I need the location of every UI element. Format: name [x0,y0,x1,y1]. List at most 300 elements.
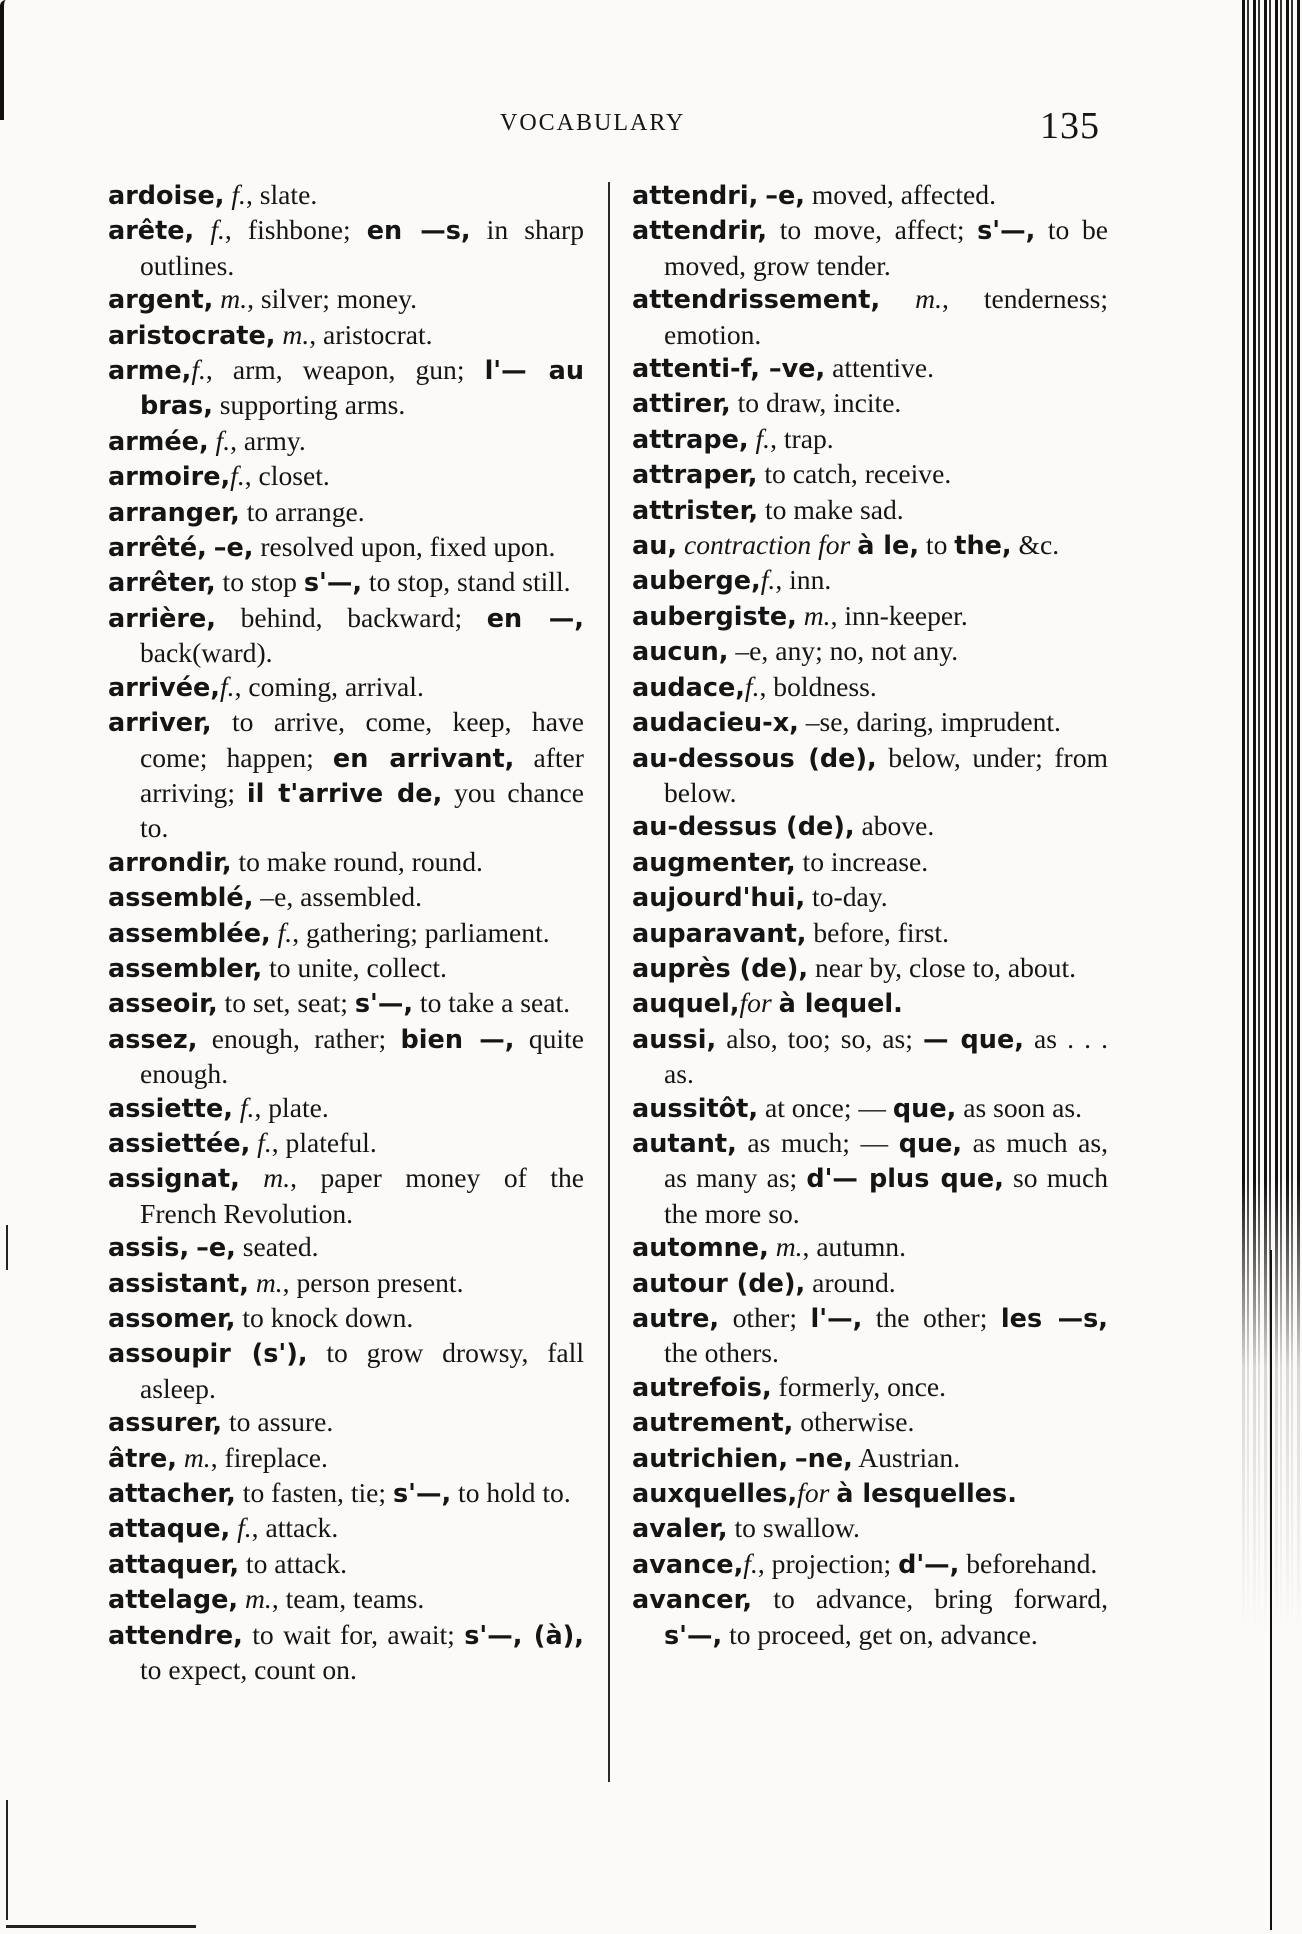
bold-phrase: s'—, [354,989,413,1020]
definition-text [194,214,210,245]
definition-text: to-day. [805,881,888,913]
definition-text: behind, backward; [215,601,487,633]
definition-text: to make sad. [758,493,904,525]
vocabulary-entry [632,986,1108,1021]
running-title: VOCABULARY [500,110,686,136]
vocabulary-entry [108,1126,584,1161]
definition-text: around. [805,1266,896,1298]
headword: assemblé, [108,883,254,914]
headword: attenti-f, –ve, [632,354,826,385]
definition-text: to take a seat. [413,987,571,1019]
vocabulary-entry [108,986,584,1021]
headword: attendri, [632,181,759,211]
vocabulary-entry [108,1301,584,1336]
headword: arrondir, [108,847,232,878]
bold-phrase: à lequel. [778,989,903,1020]
definition-text: to advance, bring forward, [752,1583,1108,1615]
headword: avaler, [632,1514,728,1545]
bold-phrase: –e, [765,181,805,211]
headword: aussi, [632,1024,717,1055]
definition-text: you chance to. [140,776,584,844]
italic-abbrev: f. [744,670,760,702]
vocabulary-entry [632,528,1108,563]
italic-abbrev: m. [263,1162,291,1194]
column-divider [608,182,610,1782]
italic-abbrev: m. [220,283,248,315]
bold-phrase: les —s, [1000,1304,1108,1334]
headword: assez, [108,1024,198,1055]
vocabulary-entry [632,282,1108,351]
italic-abbrev: f. [743,1547,758,1579]
definition-text: , arm, weapon, gun; [205,354,485,386]
bold-phrase: que, [898,1128,963,1159]
definition-text [249,1267,256,1298]
definition-text: as . . . as. [664,1022,1108,1090]
definition-text: also, too; so, as; [716,1022,923,1054]
headword: attrister, [632,495,759,526]
definition-text: to set, seat; [217,987,355,1019]
vocabulary-entry [108,1582,584,1617]
headword: aristocrate, [108,320,276,351]
definition-text: to arrive, come, keep, have come; happen; [140,706,584,773]
page-number: 135 [1040,105,1100,147]
definition-text: , inn-keeper. [830,599,968,631]
headword: autour (de), [632,1268,806,1299]
definition-text: beforehand. [959,1547,1098,1579]
headword: arrivée, [108,672,220,703]
vocabulary-entry [632,951,1108,986]
headword: asseoir, [108,989,218,1020]
definition-text: to be moved, grow tender. [664,214,1108,281]
definition-text: , person present. [282,1266,464,1298]
definition-text [271,917,278,948]
headword: âtre, [108,1443,177,1474]
definition-text [749,423,756,454]
vocabulary-entry [632,1405,1108,1440]
vocabulary-entry [632,1022,1108,1091]
headword: assiettée, [108,1128,251,1159]
vocabulary-entry [108,1230,584,1265]
headword: au-dessus (de), [632,812,855,843]
headword: auprès (de), [632,953,809,984]
definition-text: at once; — [758,1091,893,1123]
vocabulary-entry [108,353,584,424]
vocabulary-entry [108,1441,584,1476]
definition-text: –se, daring, imprudent. [798,706,1061,738]
definition-text: to stop, stand still. [362,566,571,598]
definition-text: to hold to. [451,1477,571,1509]
bold-phrase: s'—, (à), [464,1620,584,1651]
vocabulary-entry [108,318,584,353]
vocabulary-entry [108,282,584,317]
scan-left-edge [0,0,10,120]
vocabulary-entry [632,1476,1108,1511]
definition-text: to stop [215,566,304,598]
definition-text: , projection; [757,1547,899,1579]
italic-abbrev: f. [760,564,776,596]
definition-text: attentive. [825,352,934,384]
definition-text: to expect, count on. [140,1654,357,1686]
bold-phrase: — que, [922,1024,1024,1055]
definition-text: , army. [230,424,306,456]
definition-text: , paper money of the French Revolution. [140,1162,584,1229]
bold-phrase: l'— au bras, [140,356,584,422]
italic-abbrev: f. [210,214,225,246]
headword: arrêté, [108,533,207,564]
headword: au-dessous (de), [632,743,877,774]
definition-text: to wait for, await; [242,1618,465,1650]
vocabulary-entry [632,1301,1108,1370]
definition-text: to fasten, tie; [235,1477,393,1509]
definition-text: to increase. [795,845,929,877]
headword: avance, [632,1549,744,1580]
bold-phrase: d'—, [898,1549,960,1580]
headword: autrement, [632,1408,794,1439]
definition-text: as soon as. [956,1091,1082,1123]
headword: armée, [108,426,209,457]
headword: autrichien, [632,1443,789,1474]
headword: assis, [108,1233,190,1264]
headword: argent, [108,285,214,316]
headword: au, [632,531,678,562]
definition-text: to make round, round. [231,845,483,877]
headword: auxquelles, [632,1479,798,1510]
definition-text: the others. [664,1337,779,1369]
italic-abbrev: f. [257,1126,272,1158]
vocabulary-entry [632,178,1108,213]
definition-text: to attack. [239,1547,348,1579]
vocabulary-entry [632,845,1108,880]
definition-text: to assure. [222,1406,334,1438]
definition-text: , slate. [245,179,318,210]
definition-text: &c. [1011,529,1060,561]
definition-text: as much as, as many as; [664,1126,1108,1194]
vocabulary-entry [108,530,584,565]
bold-phrase: à le, [857,531,920,562]
vocabulary-entry [632,1511,1108,1546]
definition-text: , tenderness; emotion. [664,283,1108,350]
headword: attacher, [108,1479,236,1510]
vocabulary-entry [108,1266,584,1301]
scan-left-mark [6,1225,8,1270]
headword: assiette, [108,1093,233,1124]
italic-abbrev: f. [191,354,206,386]
bold-phrase: s'—, [303,568,362,599]
definition-text: other; [719,1302,811,1333]
definition-text: , autumn. [802,1231,906,1263]
vocabulary-entry [632,1441,1108,1476]
definition-text: to [919,529,955,561]
bold-phrase: s'—, [664,1620,723,1651]
headword: assemblée, [108,918,271,949]
definition-text: , plate. [254,1091,329,1123]
bold-phrase: –e, [196,1233,236,1264]
definition-text [238,1583,245,1614]
italic-abbrev: f. [239,1091,255,1123]
bold-phrase: l'—, [810,1304,863,1334]
definition-text [209,425,216,456]
headword: attendre, [108,1620,243,1651]
headword: augmenter, [632,847,796,878]
headword: assembler, [108,953,263,984]
scan-edge-line [1270,1250,1272,1930]
definition-text: , closet. [244,460,330,492]
bold-phrase: –ne, [794,1443,853,1474]
italic-abbrev: m. [183,1441,211,1473]
bold-phrase: s'—, [392,1479,452,1510]
vocabulary-entry [632,386,1108,421]
italic-abbrev: m. [915,283,942,315]
vocabulary-entry [632,493,1108,528]
headword: attendrissement, [632,285,881,316]
vocabulary-entry [108,1511,584,1546]
bold-phrase: à lesquelles. [836,1479,1017,1510]
headword: attaque, [108,1514,231,1545]
vocabulary-entry [632,213,1108,282]
definition-text: –e, any; no, not any. [728,635,959,667]
definition-text: supporting arms. [212,389,406,421]
definition-text: , silver; money. [247,283,417,315]
definition-text: back(ward). [140,637,273,669]
headword: attirer, [632,389,731,420]
definition-text: Austrian. [852,1441,961,1473]
headword: avancer, [632,1585,753,1616]
vocabulary-entry [108,1091,584,1126]
definition-text [177,1442,184,1473]
definition-text: after arriving; [140,741,584,808]
headword: audacieu-x, [632,708,799,739]
bold-phrase: the, [954,531,1012,562]
definition-text: , coming, arrival. [234,670,424,702]
definition-text: , boldness. [759,670,877,702]
vocabulary-entry [108,424,584,459]
scan-left-mark [6,1800,8,1920]
headword: autrefois, [632,1372,772,1403]
bold-phrase: –e, [213,533,254,564]
definition-text [240,1162,263,1193]
headword: aucun, [632,637,729,668]
italic-abbrev: f. [755,422,771,454]
headword: auquel, [632,989,740,1020]
vocabulary-entry [632,880,1108,915]
headword: aussitôt, [632,1093,759,1124]
vocabulary-entry [108,1336,584,1405]
italic-abbrev: for [739,987,772,1019]
vocabulary-entry [632,422,1108,457]
definition-text: , attack. [251,1512,339,1544]
definition-text: to draw, incite. [730,387,902,419]
vocabulary-entry [632,634,1108,669]
definition-text: , inn. [775,564,832,596]
definition-text: resolved upon, fixed upon. [253,531,556,563]
definition-text [207,531,214,562]
definition-text: , trap. [770,422,834,454]
italic-abbrev: for [797,1477,830,1509]
vocabulary-entry [108,1547,584,1582]
definition-text: the other; [862,1302,1001,1333]
italic-abbrev: m. [244,1583,272,1615]
definition-text [677,529,684,560]
definition-text: to knock down. [235,1302,414,1333]
vocabulary-entry [632,741,1108,810]
vocabulary-entry [108,916,584,951]
vocabulary-entry [108,845,584,880]
headword: assurer, [108,1408,223,1439]
italic-abbrev: f. [220,670,235,702]
headword: assignat, [108,1164,240,1195]
headword: aujourd'hui, [632,883,806,914]
vocabulary-entry [108,1618,584,1687]
definition-text: enough, rather; [197,1022,401,1054]
definition-text: before, first. [806,916,949,948]
definition-text: quite enough. [140,1022,584,1090]
vocabulary-entry [108,670,584,705]
headword: attelage, [108,1585,239,1616]
headword: arranger, [108,497,240,528]
definition-text: to unite, collect. [262,951,447,983]
vocabulary-entry [632,1091,1108,1126]
definition-text: to grow drowsy, fall asleep. [140,1337,585,1404]
right-column [632,178,1108,1653]
definition-text: , gathering; parliament. [292,916,550,948]
vocabulary-entry [108,951,584,986]
definition-text: to move, affect; [767,214,978,246]
italic-abbrev: m. [255,1266,283,1298]
italic-abbrev: m. [282,318,310,350]
vocabulary-entry [108,565,584,600]
definition-text: to swallow. [727,1512,860,1544]
bold-phrase: en —, [486,603,584,634]
headword: autre, [632,1304,720,1334]
definition-text: otherwise. [793,1406,915,1438]
headword: aubergiste, [632,601,797,632]
headword: arrêter, [108,568,216,599]
headword: arrière, [108,603,216,634]
scan-edge-fade [1242,1180,1302,1934]
italic-abbrev: f. [215,424,231,456]
vocabulary-entry [108,880,584,915]
definition-text: in sharp outlines. [140,214,585,281]
bold-phrase: s'—, [977,216,1036,247]
vocabulary-entry [632,1370,1108,1405]
bold-phrase: en arrivant, [332,743,515,774]
vocabulary-entry [108,495,584,530]
headword: autant, [632,1128,737,1159]
italic-abbrev: f. [237,1512,252,1544]
headword: attraper, [632,460,758,491]
definition-text: –e, assembled. [253,881,422,913]
definition-text [772,987,779,1018]
vocabulary-entry [108,459,584,494]
headword: ardoise, [108,181,225,211]
italic-abbrev: m. [775,1231,803,1263]
vocabulary-entry [632,670,1108,705]
definition-text: , fishbone; [224,214,367,246]
definition-text [769,1231,776,1262]
headword: assoupir (s'), [108,1339,308,1370]
definition-text: to catch, receive. [757,458,952,490]
definition-text: , aristocrat. [309,318,433,350]
bold-phrase: que, [892,1093,957,1124]
definition-text: to proceed, get on, advance. [722,1618,1038,1650]
headword: arme, [108,356,192,387]
vocabulary-entry [108,178,584,213]
vocabulary-entry [108,1476,584,1511]
definition-text: above. [854,810,935,842]
definition-text: , fireplace. [210,1441,328,1473]
vocabulary-entry [632,599,1108,634]
definition-text [233,1092,240,1123]
vocabulary-entry [108,213,584,282]
definition-text: as much; — [736,1126,899,1158]
vocabulary-entry [108,705,584,845]
definition-text [797,600,804,631]
headword: arête, [108,216,195,247]
definition-text: , team, teams. [271,1583,425,1615]
running-header [0,105,1302,154]
headword: attaquer, [108,1549,240,1580]
headword: auparavant, [632,918,807,949]
headword: automne, [632,1233,769,1264]
definition-text: so much the more so. [664,1162,1109,1229]
vocabulary-entry [632,705,1108,740]
headword: audace, [632,672,745,703]
headword: auberge, [632,566,761,597]
definition-text: , plateful. [271,1126,377,1158]
vocabulary-entry [632,351,1108,386]
vocabulary-entry [632,1230,1108,1265]
scan-bottom-edge [6,1925,196,1928]
italic-abbrev: f. [277,916,293,948]
definition-text: moved, affected. [804,179,996,210]
vocabulary-entry [108,601,584,670]
vocabulary-entry [632,916,1108,951]
vocabulary-entry [108,1161,584,1230]
vocabulary-entry [632,1547,1108,1582]
bold-phrase: bien —, [400,1024,515,1055]
headword: armoire, [108,462,231,493]
headword: arriver, [108,708,212,739]
definition-text: seated. [235,1231,319,1263]
bold-phrase: il t'arrive de, [246,778,443,809]
italic-abbrev: m. [803,599,831,631]
italic-abbrev: f. [230,460,245,492]
bold-phrase: d'— plus que, [806,1164,1004,1195]
definition-text [788,1442,795,1473]
definition-text: below, under; from below. [664,741,1108,808]
definition-text: near by, close to, about. [808,951,1077,983]
vocabulary-entry [108,1405,584,1440]
italic-abbrev: f. [231,179,246,210]
headword: assistant, [108,1268,249,1299]
vocabulary-entry [632,1266,1108,1301]
vocabulary-entry [632,1126,1108,1230]
definition-text: to arrange. [239,495,365,527]
vocabulary-entry [632,563,1108,598]
vocabulary-entry [632,457,1108,492]
vocabulary-entry [632,809,1108,844]
bold-phrase: en —s, [366,216,471,247]
vocabulary-entry [108,1022,584,1091]
headword: attrape, [632,424,749,455]
definition-text: formerly, once. [771,1370,947,1402]
italic-abbrev: contraction for [683,529,851,561]
definition-text [880,283,915,314]
vocabulary-entry [632,1582,1108,1653]
headword: assomer, [108,1304,236,1334]
left-column [108,178,584,1686]
headword: attendrir, [632,216,768,247]
